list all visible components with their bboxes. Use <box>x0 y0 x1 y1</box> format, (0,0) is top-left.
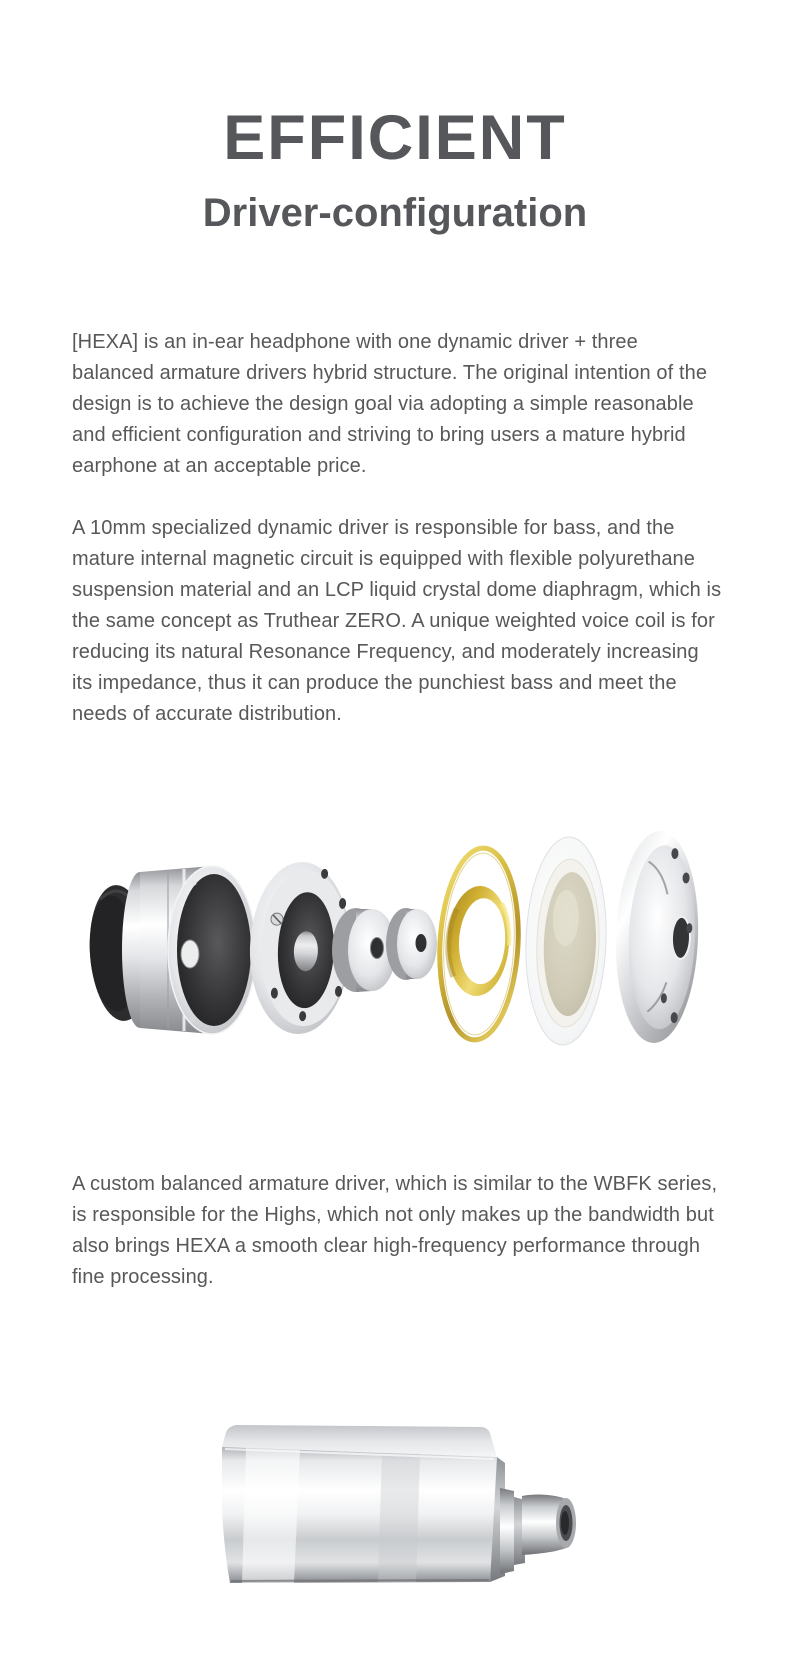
ba-driver-body <box>222 1425 505 1583</box>
driver-part-voice-coil-ring <box>435 846 523 1042</box>
driver-part-housing-cup <box>122 866 256 1034</box>
ba-driver-nozzle <box>500 1488 576 1574</box>
driver-part-diaphragm <box>522 836 609 1047</box>
paragraph-balanced-armature: A custom balanced armature driver, which is similar to the WBFK series, is responsible for the Highs, which not only makes up the bandwidth but also brings HEXA a smooth clear high-frequency performance through fine processing. <box>72 1173 718 1288</box>
dynamic-driver-exploded-image <box>0 770 790 1070</box>
page-subtitle: Driver-configuration <box>202 191 588 235</box>
driver-part-washer-disc <box>386 908 437 980</box>
balanced-armature-driver-image <box>0 1350 790 1630</box>
ba-driver-figure <box>0 1350 790 1630</box>
page-title: EFFICIENT <box>223 103 567 173</box>
exploded-driver-figure <box>0 770 790 1070</box>
paragraph-intro: [HEXA] is an in-ear headphone with one dynamic driver + three balanced armature drivers hybrid structure. The original intention of the design is to achieve the design goal via adopting a simple reasonable and efficient configuration and striving to bring users a mature hybrid earphone at an acceptable price. <box>72 331 708 477</box>
paragraph-dynamic-driver: A 10mm specialized dynamic driver is responsible for bass, and the mature internal magnetic circuit is equipped with flexible polyurethane suspension material and an LCP liquid crystal dome diaphragm, which is the same concept as Truthear ZERO. A unique weighted voice coil is for reducing its natural Resonance Frequency, and moderately increasing its impedance, thus it can produce the punchiest bass and meet the needs of accurate distribution. <box>72 517 722 725</box>
driver-part-back-plate <box>612 830 701 1045</box>
